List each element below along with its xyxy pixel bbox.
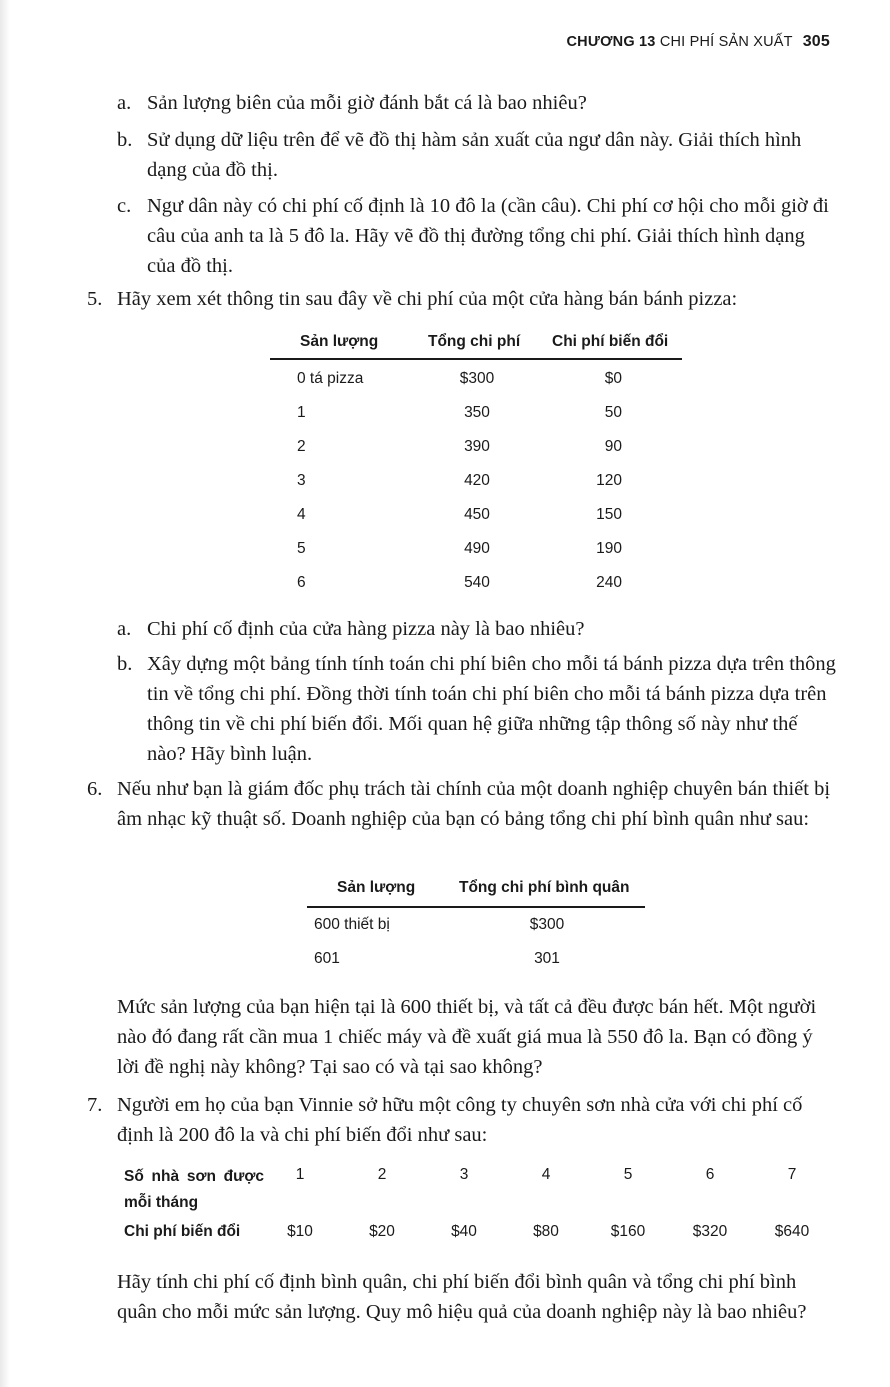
question-number: 5. [87, 288, 103, 310]
item-text: Xây dựng một bảng tính tính toán chi phí biên cho mỗi tá bánh pizza dựa trên thông tin về tổng chi phí. Đồng thời tính toán chi phí biên cho mỗi tá bánh pizza dựa trên thông tin về chi phí biến đổi. Mối quan hệ giữa những tập thông số này như thế nào? Hãy bình luận. [147, 653, 836, 765]
q4-item-b [117, 125, 837, 187]
table-cell: 420 [464, 472, 490, 489]
question-text: Hãy xem xét thông tin sau đây về chi phí của một cửa hàng bán bánh pizza: [117, 288, 738, 310]
table-cell: 7 [787, 1166, 797, 1183]
q5-item-b [117, 649, 837, 769]
table-cell: 1 [295, 1166, 305, 1183]
chapter-label: CHƯƠNG 13 [566, 34, 656, 50]
table-cell: 190 [596, 540, 622, 557]
table-cell: 6 [705, 1166, 715, 1183]
table-cell: 2 [297, 438, 306, 455]
table-cell: 240 [596, 574, 622, 591]
item-marker: a. [117, 92, 132, 114]
row-label: Chi phí biến đổi [124, 1223, 241, 1240]
item-text: Sử dụng dữ liệu trên để vẽ đồ thị hàm sản xuất của ngư dân này. Giải thích hình dạng của đồ thị. [147, 129, 802, 181]
question-text: Nếu như bạn là giám đốc phụ trách tài chính của một doanh nghiệp chuyên bán thiết bị âm nhạc kỹ thuật số. Doanh nghiệp của bạn có bảng tổng chi phí bình quân như sau: [117, 778, 831, 830]
q7-followup: Hãy tính chi phí cố định bình quân, chi phí biến đổi bình quân và tổng chi phí bình quân cho mỗi mức sản lượng. Quy mô hiệu quả của doanh nghiệp này là bao nhiêu? [117, 1271, 807, 1323]
item-marker: b. [117, 129, 133, 151]
average-cost-table [307, 876, 645, 976]
table-cell: 5 [297, 540, 306, 557]
item-marker: a. [117, 618, 132, 640]
table-cell: 450 [464, 506, 490, 523]
table-rule [270, 358, 682, 360]
table-header: Tổng chi phí bình quân [459, 879, 630, 896]
item-text: Ngư dân này có chi phí cố định là 10 đô la (cần câu). Chi phí cơ hội cho mỗi giờ đi câu của anh ta là 5 đô la. Hãy vẽ đồ thị đường tổng chi phí. Giải thích hình dạng của đồ thị. [147, 195, 829, 277]
table-cell: 390 [464, 438, 490, 455]
table-cell: $0 [604, 370, 622, 387]
table-cell: 540 [464, 574, 490, 591]
question-text: Người em họ của bạn Vinnie sở hữu một công ty chuyên sơn nhà cửa với chi phí cố định là 200 đô la và chi phí biến đổi như sau: [117, 1094, 803, 1146]
table-cell: $40 [451, 1223, 477, 1240]
table-cell: 3 [297, 472, 306, 489]
item-text: Chi phí cố định của cửa hàng pizza này là bao nhiêu? [147, 618, 585, 640]
table-cell: $640 [774, 1223, 810, 1240]
running-header [567, 33, 830, 51]
question-7 [87, 1090, 837, 1152]
table-cell: 2 [377, 1166, 387, 1183]
table-header: Sản lượng [300, 333, 379, 350]
table-cell: 301 [534, 950, 560, 967]
chapter-title: CHI PHÍ SẢN XUẤT [659, 34, 793, 50]
table-header: Chi phí biến đổi [552, 333, 669, 350]
table-cell: 150 [596, 506, 622, 523]
table-header: Tổng chi phí [428, 333, 521, 350]
table-cell: 0 tá pizza [297, 370, 364, 387]
item-marker: b. [117, 653, 133, 675]
table-cell: 120 [596, 472, 622, 489]
table-cell: 4 [297, 506, 306, 523]
table-cell: 1 [297, 404, 306, 421]
table-cell: 90 [604, 438, 622, 455]
table-cell: 6 [297, 574, 306, 591]
item-marker: c. [117, 195, 132, 217]
question-number: 6. [87, 778, 103, 800]
table-cell: 600 thiết bị [314, 916, 390, 933]
question-number: 7. [87, 1094, 103, 1116]
table-cell: $20 [369, 1223, 395, 1240]
page-number: 305 [802, 33, 830, 50]
variable-cost-table [124, 1162, 824, 1252]
table-cell: $80 [533, 1223, 559, 1240]
q6-followup: Mức sản lượng của bạn hiện tại là 600 thiết bị, và tất cả đều được bán hết. Một người nào đó đang rất cần mua 1 chiếc máy và đề xuất giá mua là 550 đô la. Bạn có đồng ý lời đề nghị này không? Tại sao có và tại sao không? [117, 996, 817, 1078]
table-rule [307, 906, 645, 908]
table-cell: 350 [464, 404, 490, 421]
page-gutter-shadow [0, 0, 10, 1387]
row-label: Số nhà sơn được mỗi tháng [124, 1168, 264, 1211]
table-cell: 601 [314, 950, 340, 967]
table-cell: 3 [459, 1166, 469, 1183]
question-6 [87, 774, 837, 866]
table-header: Sản lượng [337, 879, 416, 896]
q4-item-c [117, 191, 837, 283]
table-cell: 490 [464, 540, 490, 557]
table-cell: 4 [541, 1166, 551, 1183]
table-cell: $10 [287, 1223, 313, 1240]
table-cell: $320 [692, 1223, 728, 1240]
table-cell: $300 [529, 916, 565, 933]
table-cell: $300 [459, 370, 495, 387]
pizza-cost-table [270, 330, 682, 610]
table-cell: 5 [623, 1166, 633, 1183]
table-cell: $160 [610, 1223, 646, 1240]
item-text: Sản lượng biên của mỗi giờ đánh bắt cá là bao nhiêu? [147, 92, 587, 114]
table-cell: 50 [604, 404, 622, 421]
